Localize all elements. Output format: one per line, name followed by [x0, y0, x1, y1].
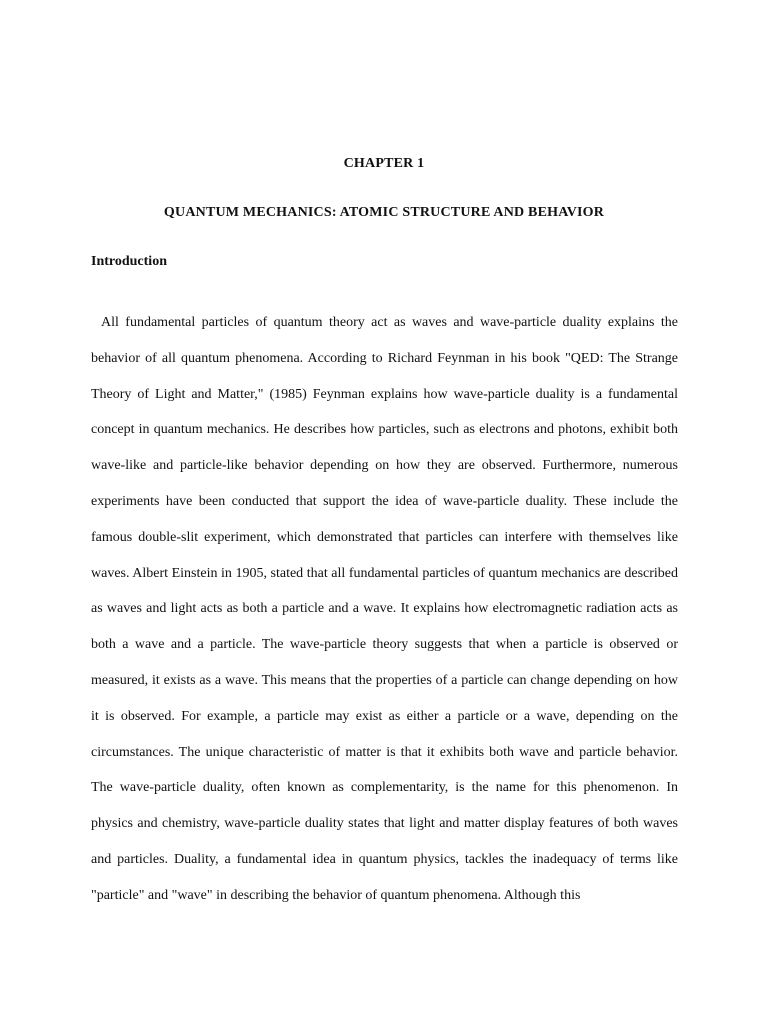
section-heading: Introduction — [91, 254, 167, 269]
chapter-title: QUANTUM MECHANICS: ATOMIC STRUCTURE AND BEHAVIOR — [163, 205, 605, 220]
body-paragraph: All fundamental particles of quantum theory act as waves and wave-particle duality explains the behavior of all quantum phenomena. According to Richard Feynman in his book "QED: The Strange Theory of Light and Matter," (1985) Feynman explains how wave-particle duality is a fundamental concept in quantum mechanics. He describes how particles, such as electrons and photons, exhibit both wave-like and particle-like behavior depending on how they are observed. Furthermore, numerous experiments have been conducted that support the idea of wave-particle duality. These include the famous double-slit experiment, which demonstrated that particles can interfere with themselves like waves. Albert Einstein in 1905, stated that all fundamental particles of quantum mechanics are described as waves and light acts as both a particle and a wave. It explains how electromagnetic radiation acts as both a wave and a particle. The wave-particle theory suggests that when a particle is observed or measured, it exists as a wave. This means that the properties of a particle can change depending on how it is observed. For example, a particle may exist as either a particle or a wave, depending on the circumstances. The unique characteristic of matter is that it exhibits both wave and particle behavior. The wave-particle duality, often known as complementarity, is the name for this phenomenon. In physics and chemistry, wave-particle duality states that light and matter display features of both waves and particles. Duality, a fundamental idea in quantum physics, tackles the inadequacy of terms like "particle" and "wave" in describing the behavior of quantum phenomena. Although this — [91, 315, 678, 903]
chapter-label: CHAPTER 1 — [343, 156, 425, 171]
